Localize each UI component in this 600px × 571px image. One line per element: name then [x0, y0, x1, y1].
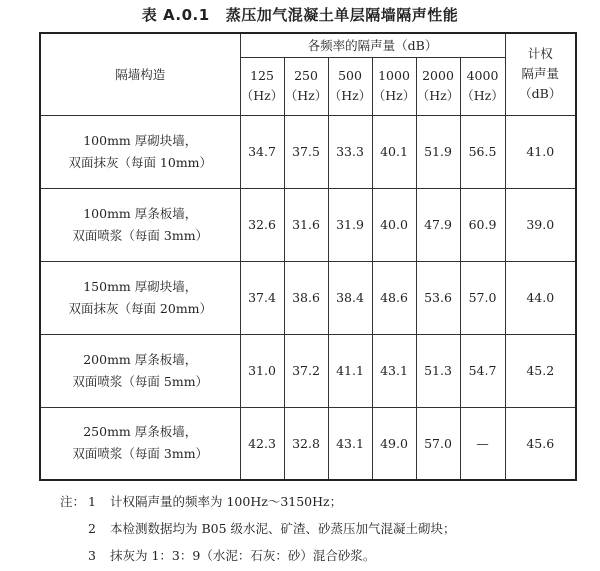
rating-header-line1: 计权: [527, 46, 553, 62]
construct-line1: 250mm 厚条板墙，: [83, 424, 198, 440]
freq-unit: （Hz）: [372, 88, 416, 103]
value-cell: 31.6: [284, 188, 328, 261]
construct-cell: [40, 334, 240, 407]
freq-unit: （Hz）: [416, 88, 460, 103]
value-cell: 57.0: [460, 261, 505, 334]
freq-unit: （Hz）: [240, 88, 284, 103]
value-cell: 57.0: [416, 407, 460, 480]
note-item: [60, 488, 590, 515]
table-row: [40, 188, 576, 261]
construct-line2: 双面抹灰（每面 10mm）: [68, 154, 213, 170]
table-title-text: 蒸压加气混凝土单层隔墙隔声性能: [225, 6, 459, 24]
construct-line1: 150mm 厚砌块墙，: [83, 278, 198, 294]
freq-unit: （Hz）: [461, 88, 504, 103]
rating-cell: 41.0: [505, 115, 576, 188]
freq-value: 4000: [466, 68, 499, 83]
construct-line1: 100mm 厚砌块墙，: [83, 132, 198, 148]
note-text: 本检测数据均为 B05 级水泥、矿渣、砂蒸压加气混凝土砌块；: [110, 521, 456, 536]
value-cell: 37.5: [284, 115, 328, 188]
rating-cell: 45.6: [505, 407, 576, 480]
construct-header: 隔墙构造: [40, 33, 240, 115]
note-text: 计权隔声量的频率为 100Hz～3150Hz；: [110, 494, 343, 509]
table-title: [0, 4, 600, 25]
value-cell: 40.1: [372, 115, 416, 188]
value-cell: 60.9: [460, 188, 505, 261]
value-cell: 48.6: [372, 261, 416, 334]
value-cell: 31.0: [240, 334, 284, 407]
construct-line2: 双面抹灰（每面 20mm）: [68, 300, 213, 316]
freq-header: [284, 57, 328, 115]
value-cell: 40.0: [372, 188, 416, 261]
value-cell: 56.5: [460, 115, 505, 188]
freq-unit: （Hz）: [284, 88, 328, 103]
freq-value: 1000: [378, 68, 410, 83]
freq-header: [240, 57, 284, 115]
note-item: [60, 542, 590, 569]
freq-unit: （Hz）: [328, 88, 372, 103]
value-cell: 42.3: [240, 407, 284, 480]
value-cell: 54.7: [460, 334, 505, 407]
value-cell: 51.9: [416, 115, 460, 188]
value-cell: 43.1: [372, 334, 416, 407]
construct-line2: 双面喷浆（每面 5mm）: [72, 373, 209, 389]
freq-header: [460, 57, 505, 115]
rating-header: [505, 33, 576, 115]
value-cell: 33.3: [328, 115, 372, 188]
frequency-group-header: 各频率的隔声量（dB）: [240, 33, 505, 57]
construct-line1: 200mm 厚条板墙，: [83, 351, 198, 367]
value-cell: 37.2: [284, 334, 328, 407]
construct-cell: [40, 115, 240, 188]
note-item: [60, 515, 590, 542]
value-cell: —: [460, 407, 505, 480]
value-cell: 34.7: [240, 115, 284, 188]
table-row: [40, 407, 576, 480]
construct-line1: 100mm 厚条板墙，: [83, 205, 198, 221]
value-cell: 31.9: [328, 188, 372, 261]
value-cell: 47.9: [416, 188, 460, 261]
value-cell: 38.6: [284, 261, 328, 334]
value-cell: 32.6: [240, 188, 284, 261]
table-row: [40, 261, 576, 334]
value-cell: 53.6: [416, 261, 460, 334]
value-cell: 37.4: [240, 261, 284, 334]
value-cell: 32.8: [284, 407, 328, 480]
construct-line2: 双面喷浆（每面 3mm）: [72, 227, 209, 243]
note-index: 1: [88, 494, 96, 509]
value-cell: 43.1: [328, 407, 372, 480]
note-text: 抹灰为 1：3：9（水泥：石灰：砂）混合砂浆。: [110, 548, 376, 563]
table-row: [40, 334, 576, 407]
freq-value: 125: [250, 68, 274, 83]
sound-insulation-table: [39, 32, 577, 481]
rating-cell: 45.2: [505, 334, 576, 407]
table-notes: [60, 488, 590, 569]
table-row: [40, 115, 576, 188]
table-number: 表 A.0.1: [141, 6, 210, 24]
note-index: 2: [88, 521, 96, 536]
header-row-1: [40, 33, 576, 57]
freq-header: [372, 57, 416, 115]
construct-line2: 双面喷浆（每面 3mm）: [72, 446, 209, 462]
value-cell: 38.4: [328, 261, 372, 334]
freq-value: 250: [294, 68, 318, 83]
rating-header-line2: 隔声量: [521, 66, 560, 82]
freq-header: [416, 57, 460, 115]
note-index: 3: [88, 548, 96, 563]
notes-label: 注：: [60, 494, 86, 509]
freq-value: 500: [338, 68, 362, 83]
value-cell: 49.0: [372, 407, 416, 480]
construct-cell: [40, 407, 240, 480]
value-cell: 51.3: [416, 334, 460, 407]
rating-cell: 44.0: [505, 261, 576, 334]
value-cell: 41.1: [328, 334, 372, 407]
rating-cell: 39.0: [505, 188, 576, 261]
freq-value: 2000: [422, 68, 454, 83]
freq-header: [328, 57, 372, 115]
construct-cell: [40, 261, 240, 334]
rating-header-line3: （dB）: [519, 86, 562, 102]
construct-cell: [40, 188, 240, 261]
